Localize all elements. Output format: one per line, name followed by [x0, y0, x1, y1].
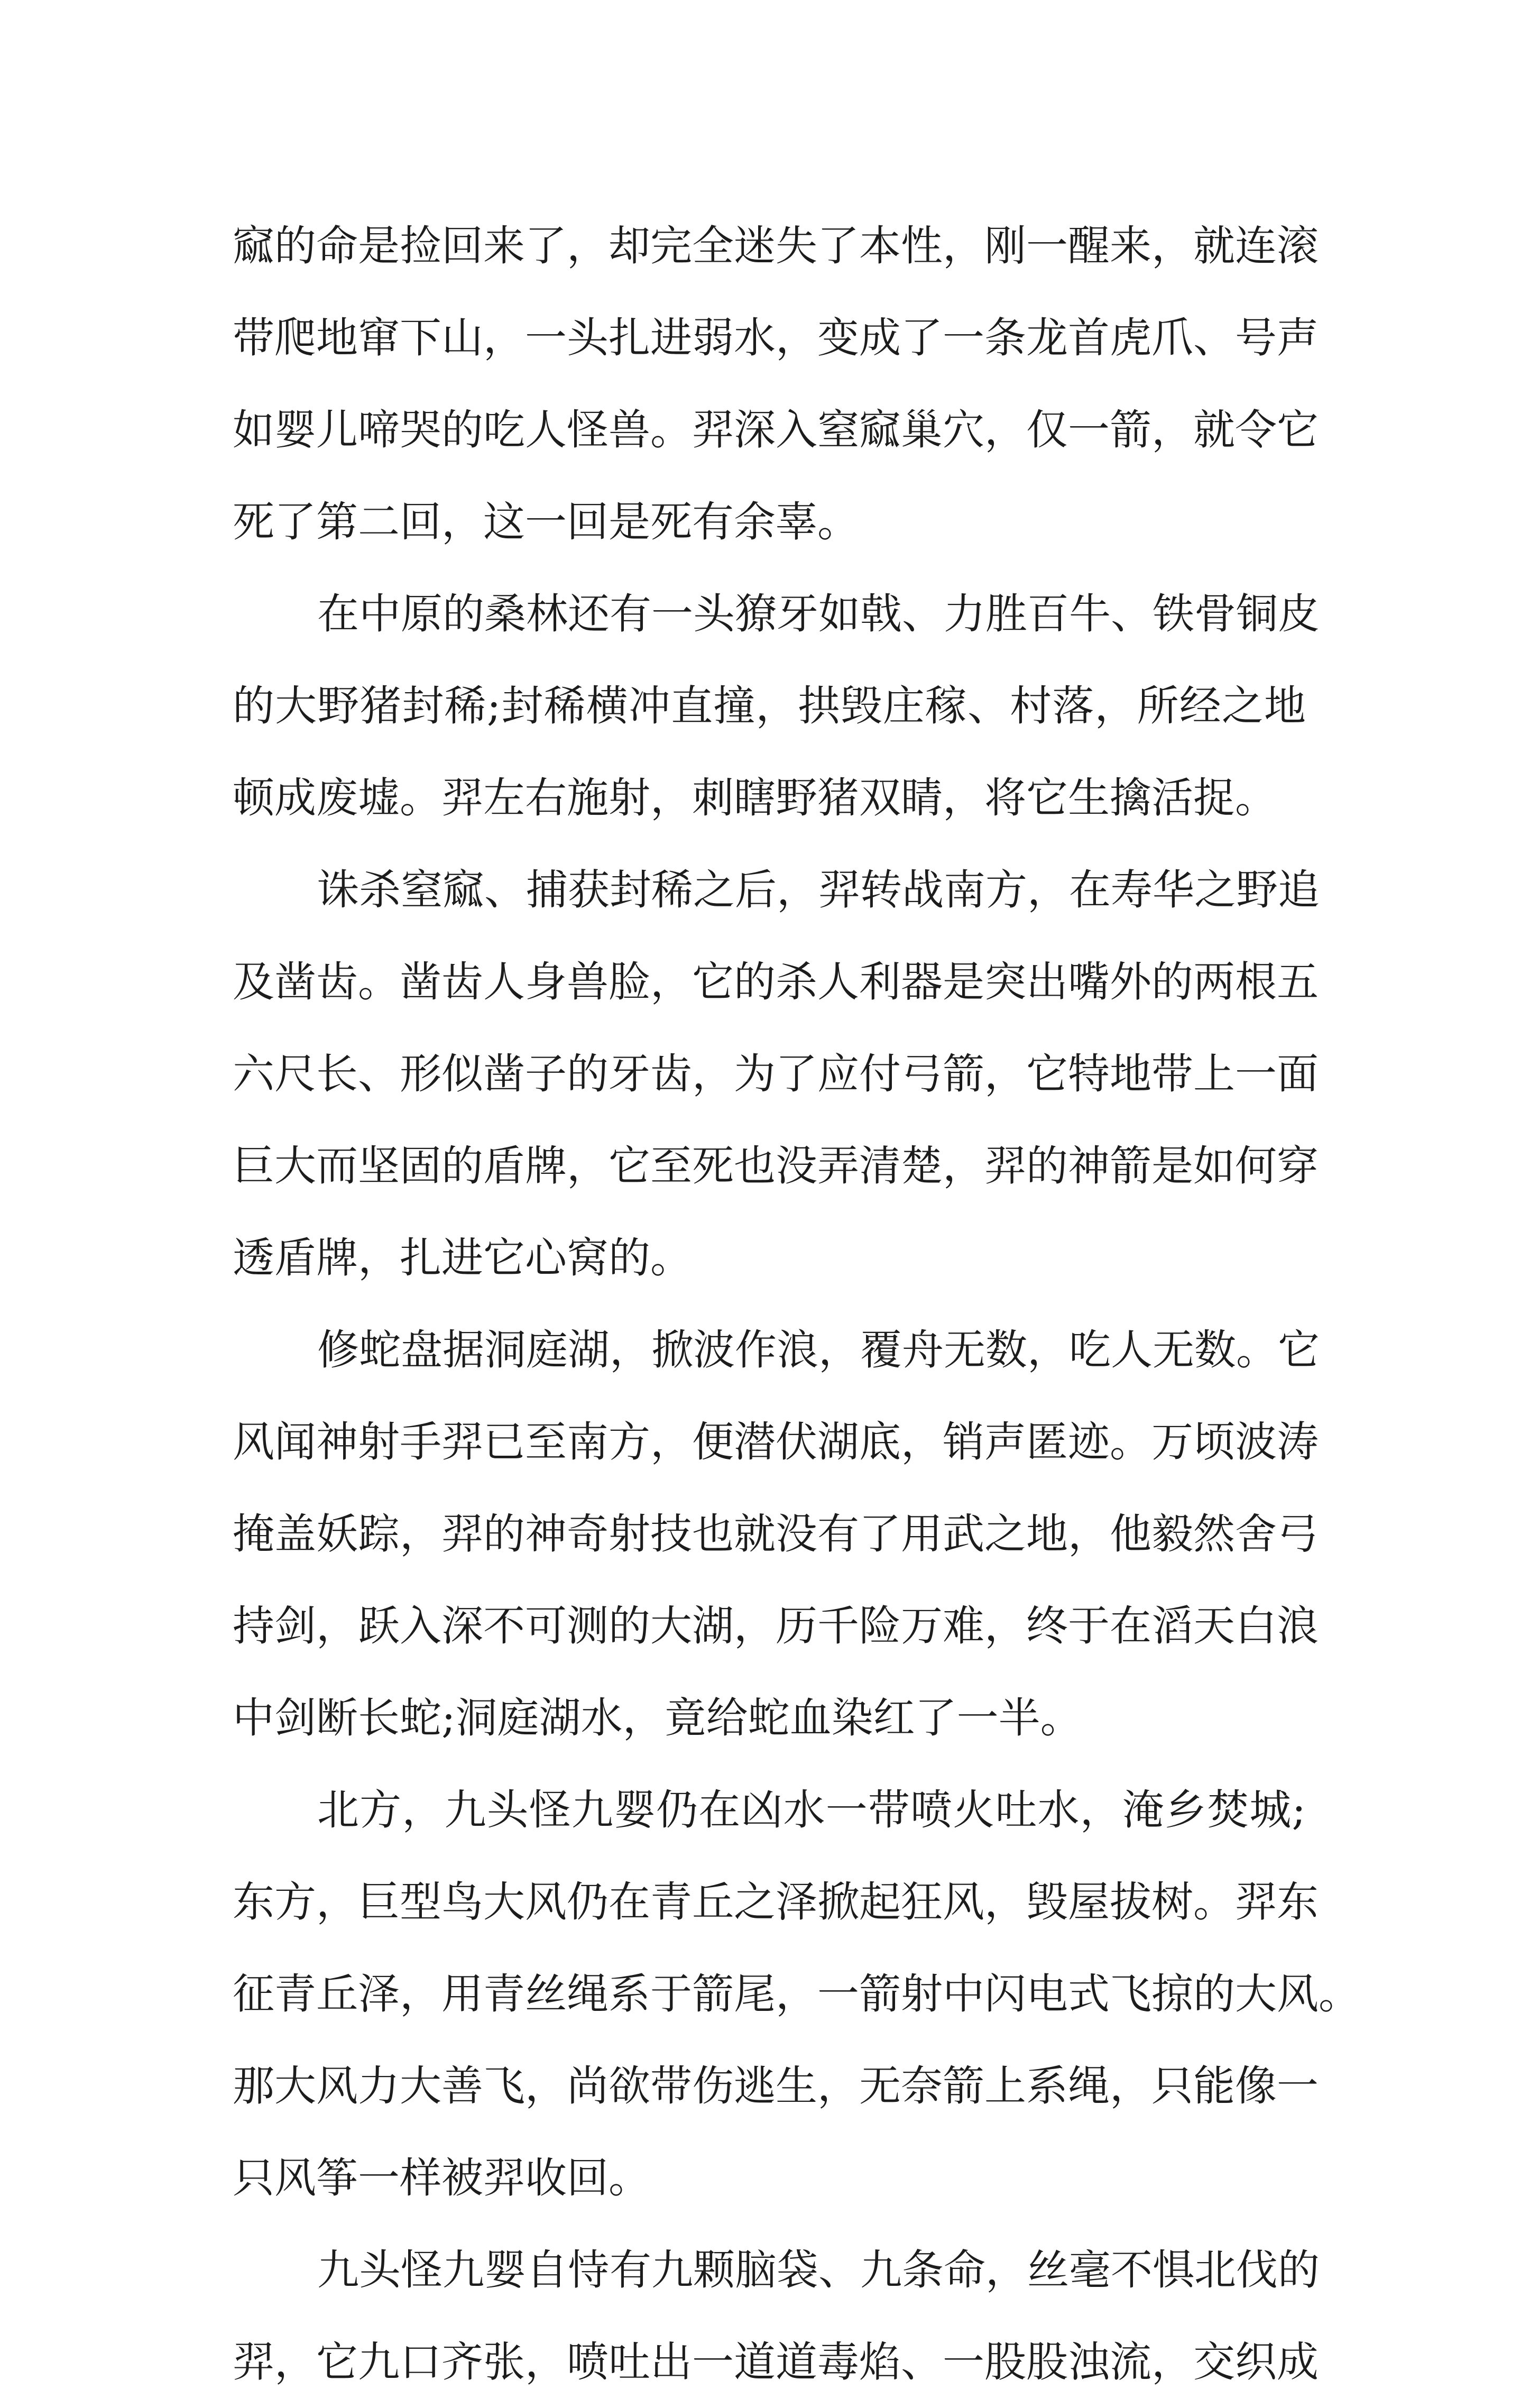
text-line: 带爬地窜下山，一头扎进弱水，变成了一条龙首虎爪、号声: [233, 314, 1319, 362]
text-line: 窳的命是捡回来了，却完全迷失了本性，刚一醒来，就连滚: [233, 222, 1319, 270]
text-line: 掩盖妖踪，羿的神奇射技也就没有了用武之地，他毅然舍弓: [233, 1510, 1319, 1558]
paragraph-first-line: 九头怪九婴自恃有九颗脑袋、九条命，丝毫不惧北伐的: [317, 2246, 1320, 2294]
text-line: 六尺长、形似凿子的牙齿，为了应付弓箭，它特地带上一面: [233, 1050, 1319, 1098]
paragraph-first-line: 修蛇盘据洞庭湖，掀波作浪，覆舟无数，吃人无数。它: [317, 1326, 1320, 1374]
text-line: 的大野猪封稀;封稀横冲直撞，拱毁庄稼、村落，所经之地: [233, 682, 1306, 730]
text-line: 风闻神射手羿已至南方，便潜伏湖底，销声匿迹。万顷波涛: [233, 1418, 1319, 1466]
text-line: 死了第二回，这一回是死有余辜。: [233, 498, 859, 546]
text-line: 羿，它九口齐张，喷吐出一道道毒焰、一股股浊流，交织成: [233, 2338, 1319, 2386]
text-line: 透盾牌，扎进它心窝的。: [233, 1234, 692, 1282]
text-line: 征青丘泽，用青丝绳系于箭尾，一箭射中闪电式飞掠的大风。: [233, 1970, 1360, 2018]
paragraph-first-line: 北方，九头怪九婴仍在凶水一带喷火吐水，淹乡焚城;: [317, 1786, 1306, 1834]
text-line: 如婴儿啼哭的吃人怪兽。羿深入窒窳巢穴，仅一箭，就令它: [233, 406, 1319, 454]
paragraph-first-line: 在中原的桑林还有一头獠牙如戟、力胜百牛、铁骨铜皮: [317, 590, 1320, 638]
text-line: 东方，巨型鸟大风仍在青丘之泽掀起狂风，毁屋拔树。羿东: [233, 1878, 1319, 1926]
text-line: 持剑，跃入深不可测的大湖，历千险万难，终于在滔天白浪: [233, 1602, 1319, 1650]
text-line: 顿成废墟。羿左右施射，刺瞎野猪双睛，将它生擒活捉。: [233, 774, 1277, 822]
text-body: [233, 200, 1360, 2408]
text-line: 及凿齿。凿齿人身兽脸，它的杀人利器是突出嘴外的两根五: [233, 958, 1319, 1006]
text-line: 只风筝一样被羿收回。: [233, 2154, 650, 2202]
text-line: 中剑断长蛇;洞庭湖水，竟给蛇血染红了一半。: [233, 1694, 1082, 1742]
text-line: 那大风力大善飞，尚欲带伤逃生，无奈箭上系绳，只能像一: [233, 2062, 1319, 2110]
text-line: 巨大而坚固的盾牌，它至死也没弄清楚，羿的神箭是如何穿: [233, 1142, 1319, 1190]
paragraph-first-line: 诛杀窒窳、捕获封稀之后，羿转战南方，在寿华之野追: [317, 866, 1320, 914]
